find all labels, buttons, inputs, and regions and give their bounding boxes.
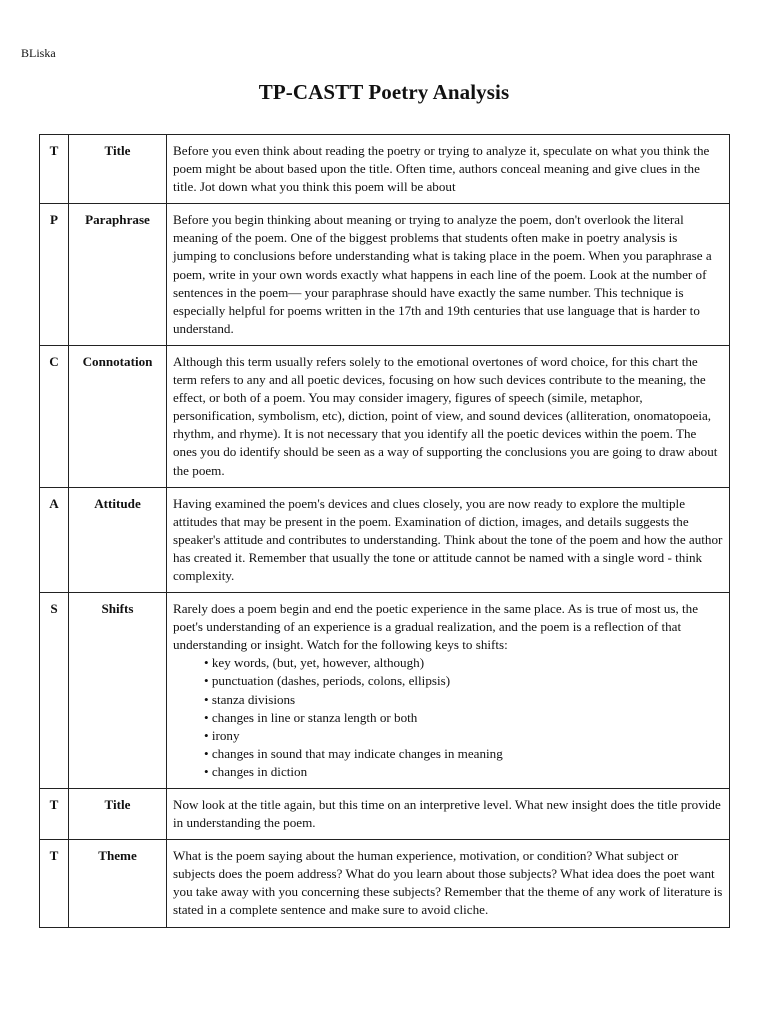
table-row-theme — [40, 840, 730, 927]
row-term: Attitude — [69, 487, 167, 592]
row-description: What is the poem saying about the human experience, motivation, or condition? What subject or subjects does the poem address? What do you learn about those subjects? What idea does the poet want you take away with you concerning these subjects? Remember that the theme of any work of literature is stated in a complete sentence and make sure to avoid cliche. — [167, 840, 730, 927]
page-title: TP-CASTT Poetry Analysis — [258, 80, 510, 104]
row-term: Paraphrase — [69, 204, 167, 346]
row-letter: S — [40, 593, 69, 789]
row-description: Before you begin thinking about meaning or trying to analyze the poem, don't overlook the literal meaning of the poem. One of the biggest problems that students often make in poetry analysis is jumping to conclusions before understanding what is taking place in the poem. When you paraphrase a poem, write in your own words exactly what happens in each line of the poem. Look at the number of sentences in the poem— your paraphrase should have exactly the same number. This technique is especially helpful for poems written in the 17th and 19th centuries that use language that is harder to understand. — [167, 204, 730, 346]
row-term: Theme — [69, 840, 167, 927]
row-letter: T — [40, 789, 69, 840]
list-item: • changes in diction — [204, 763, 723, 781]
row-description: Now look at the title again, but this time on an interpretive level. What new insight does the title provide in understanding the poem. — [167, 789, 730, 840]
list-item: • irony — [204, 727, 723, 745]
row-description: Before you even think about reading the poetry or trying to analyze it, speculate on what you think the poem might be about based upon the title. Often time, authors conceal meaning and give clues in the title. Jot down what you think this poem will be about — [167, 135, 730, 204]
table-row-shifts — [40, 593, 730, 789]
author-name: BLiska — [21, 46, 56, 60]
list-item: • key words, (but, yet, however, although) — [204, 654, 723, 672]
table-row-connotation — [40, 345, 730, 487]
tpcastt-table — [39, 134, 730, 928]
shift-keys-list — [173, 654, 723, 781]
row-description-shifts — [167, 593, 730, 789]
list-item: • punctuation (dashes, periods, colons, ellipsis) — [204, 672, 723, 690]
row-term: Connotation — [69, 345, 167, 487]
list-item: • changes in line or stanza length or both — [204, 709, 723, 727]
row-letter: T — [40, 840, 69, 927]
table-row-paraphrase — [40, 204, 730, 346]
row-description: Although this term usually refers solely to the emotional overtones of word choice, for this chart the term refers to any and all poetic devices, focusing on how such devices contribute to the meaning, the effect, or both of a poem. You may consider imagery, figures of speech (simile, metaphor, personification, symbolism, etc), diction, point of view, and sound devices (alliteration, onomatopoeia, rhythm, and rhyme). It is not necessary that you identify all the poetic devices within the poem. The ones you do identify should be seen as a way of supporting the conclusions you are going to draw about the poem. — [167, 345, 730, 487]
list-item: • stanza divisions — [204, 691, 723, 709]
list-item: • changes in sound that may indicate changes in meaning — [204, 745, 723, 763]
row-description: Having examined the poem's devices and clues closely, you are now ready to explore the multiple attitudes that may be present in the poem. Examination of diction, images, and details suggests the speaker's attitude and contributes to understanding. Think about the tone of the poem and how the author has created it. Remember that usually the tone or attitude cannot be named with a single word - think complexity. — [167, 487, 730, 592]
shifts-intro: Rarely does a poem begin and end the poetic experience in the same place. As is true of most us, the poet's understanding of an experience is a gradual realization, and the poem is a reflection of that understanding or insight. Watch for the following keys to shifts: — [173, 601, 699, 653]
row-letter: C — [40, 345, 69, 487]
table-row-title-again — [40, 789, 730, 840]
table-row-title — [40, 135, 730, 204]
row-letter: P — [40, 204, 69, 346]
row-term: Shifts — [69, 593, 167, 789]
table-row-attitude — [40, 487, 730, 592]
row-term: Title — [69, 135, 167, 204]
row-letter: T — [40, 135, 69, 204]
row-letter: A — [40, 487, 69, 592]
row-term: Title — [69, 789, 167, 840]
